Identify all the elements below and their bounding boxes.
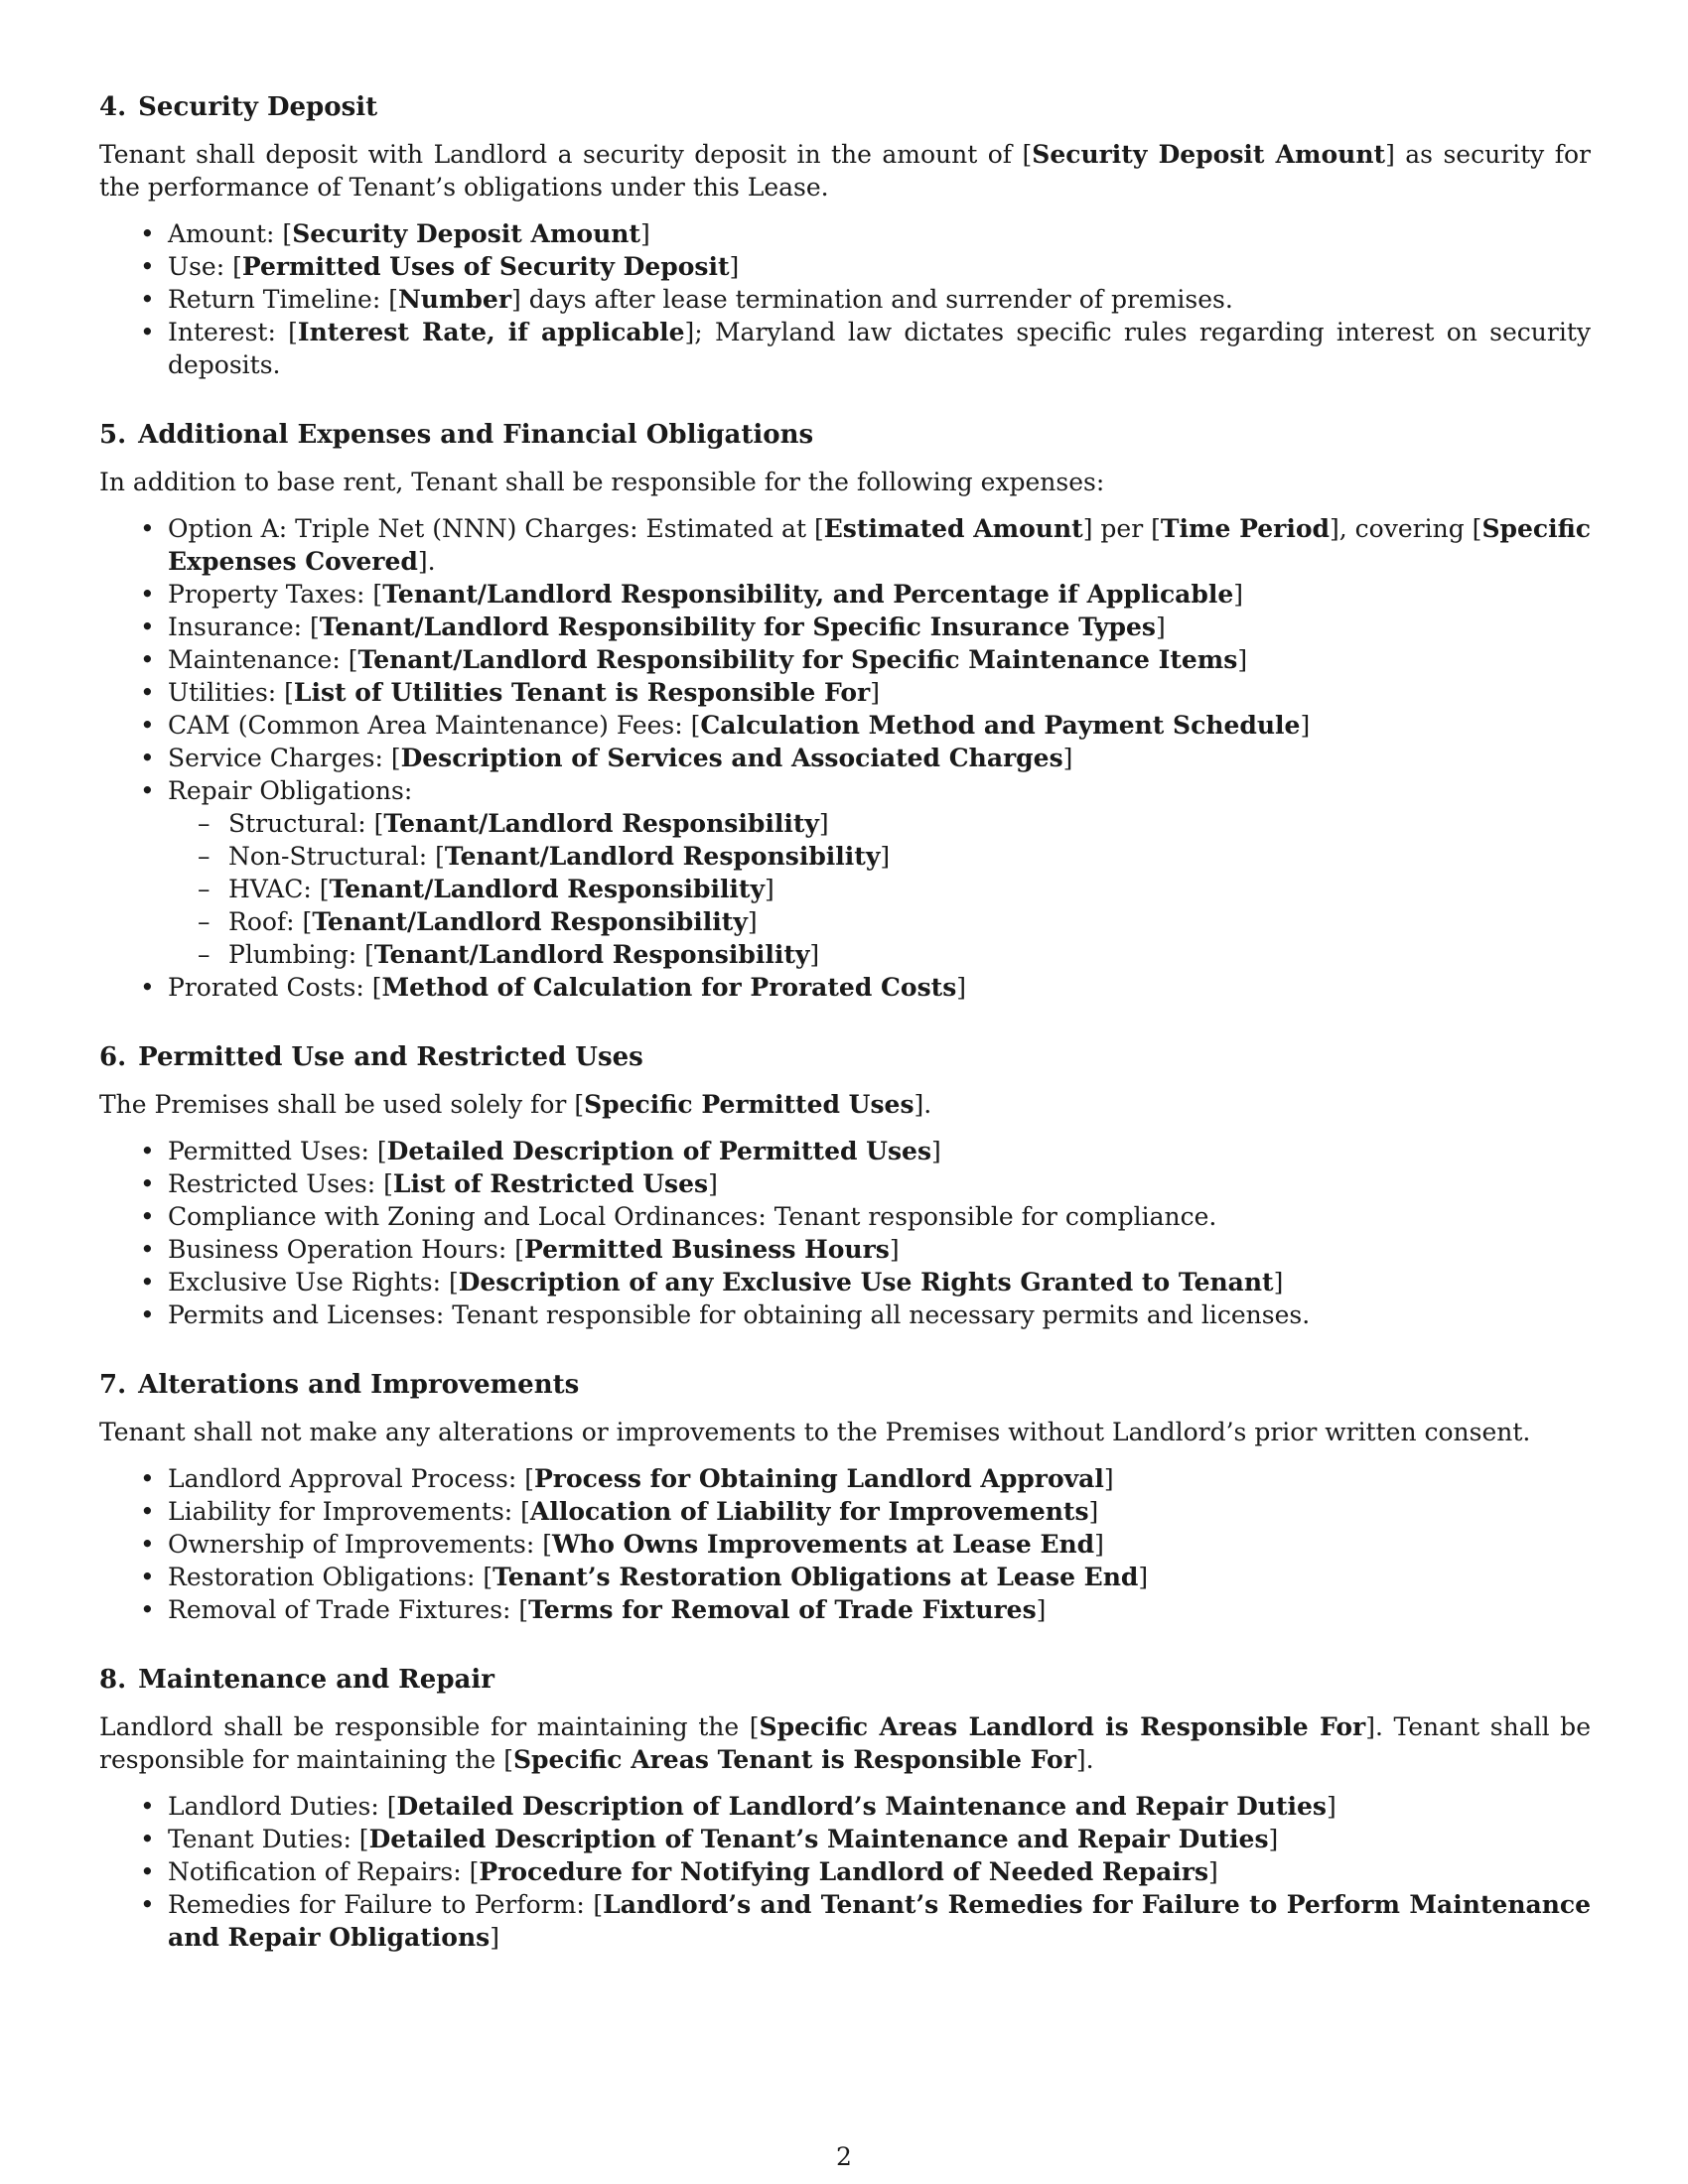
list-item [168, 1790, 1591, 1823]
section-number: 5. [99, 420, 127, 450]
placeholder-field: Description of any Exclusive Use Rights Granted to Tenant [458, 1268, 1274, 1297]
text-run: ] per [ [1082, 514, 1161, 543]
text-run: ]. [914, 1090, 932, 1119]
bullet-list [99, 217, 1591, 381]
bullet-list [99, 512, 1591, 1004]
text-run: Insurance: [ [168, 613, 320, 641]
placeholder-field: Detailed Description of Landlord’s Maintenance and Repair Duties [396, 1792, 1327, 1821]
text-run: HVAC: [ [228, 875, 330, 903]
placeholder-field: Terms for Removal of Trade Fixtures [528, 1595, 1037, 1624]
text-run: ] [1094, 1530, 1104, 1559]
list-item [168, 283, 1591, 316]
list-item [168, 1823, 1591, 1855]
text-run: Permits and Licenses: Tenant responsible for obtaining all necessary permits and licenses. [168, 1300, 1311, 1329]
placeholder-field: Tenant/Landlord Responsibility, and Percentage if Applicable [382, 580, 1234, 609]
text-run: ] [809, 940, 820, 969]
list-item [168, 1462, 1591, 1495]
section-heading [99, 419, 1591, 452]
placeholder-field: Process for Obtaining Landlord Approval [534, 1464, 1104, 1493]
section-number: 8. [99, 1665, 127, 1695]
page-number: 2 [836, 2142, 852, 2171]
text-run: Remedies for Failure to Perform: [ [168, 1890, 604, 1919]
list-item [168, 709, 1591, 742]
placeholder-field: List of Restricted Uses [392, 1169, 709, 1198]
placeholder-field: Security Deposit Amount [292, 219, 640, 248]
text-run: ] [490, 1923, 499, 1952]
text-run: Repair Obligations: [168, 776, 413, 805]
document-page [99, 91, 1591, 1991]
section-heading [99, 91, 1591, 124]
text-run: ]; Maryland law dictates specific rules regarding interest on security deposits. [168, 318, 1591, 379]
text-run: ] [639, 219, 650, 248]
bullet-list [99, 1462, 1591, 1626]
text-run: ] [1273, 1268, 1284, 1297]
text-run: ] [1088, 1497, 1099, 1526]
sub-list-item [228, 807, 1591, 840]
placeholder-field: Tenant’s Restoration Obligations at Lease End [492, 1563, 1139, 1591]
text-run: ] days after lease termination and surrender of premises. [511, 285, 1233, 314]
text-run: The Premises shall be used solely for [ [99, 1090, 585, 1119]
placeholder-field: Allocation of Liability for Improvements [529, 1497, 1089, 1526]
text-run: Landlord shall be responsible for maintaining the [ [99, 1712, 760, 1741]
text-run: Landlord Duties: [ [168, 1792, 397, 1821]
text-run: ]. [417, 547, 436, 576]
section-number: 7. [99, 1370, 127, 1400]
list-item [168, 774, 1591, 971]
text-run: ] [956, 973, 967, 1002]
section-intro [99, 1088, 1591, 1121]
text-run: Use: [ [168, 252, 242, 281]
placeholder-field: Tenant/Landlord Responsibility [312, 907, 748, 936]
text-run: Tenant shall deposit with Landlord a security deposit in the amount of [ [99, 140, 1033, 169]
text-run: ] [1326, 1792, 1336, 1821]
text-run: Plumbing: [ [228, 940, 374, 969]
text-run: ] [931, 1137, 941, 1165]
list-item [168, 1528, 1591, 1561]
placeholder-field: Specific Areas Tenant is Responsible For [512, 1745, 1076, 1774]
list-item [168, 1167, 1591, 1200]
text-run: ] [1208, 1857, 1218, 1886]
section-number: 4. [99, 92, 127, 122]
placeholder-field: Specific Expenses Covered [168, 514, 1591, 576]
list-item [168, 1233, 1591, 1266]
text-run: Interest: [ [168, 318, 298, 346]
list-item [168, 971, 1591, 1004]
text-run: ]. [1075, 1745, 1094, 1774]
list-item [168, 643, 1591, 676]
section-4 [99, 91, 1591, 381]
text-run: ] [1036, 1595, 1047, 1624]
text-run: ] [708, 1169, 718, 1198]
text-run: ] as security for the performance of Tenant’s obligations under this Lease. [99, 140, 1592, 202]
text-run: Amount: [ [168, 219, 293, 248]
placeholder-field: Method of Calculation for Prorated Costs [381, 973, 957, 1002]
section-heading [99, 1369, 1591, 1402]
list-item [168, 676, 1591, 709]
section-heading [99, 1664, 1591, 1697]
text-run: Property Taxes: [ [168, 580, 383, 609]
text-run: Tenant Duties: [ [168, 1825, 369, 1853]
text-run: ] [1268, 1825, 1279, 1853]
text-run: ] [1237, 645, 1248, 674]
placeholder-field: Tenant/Landlord Responsibility [373, 940, 810, 969]
placeholder-field: Permitted Uses of Security Deposit [241, 252, 730, 281]
placeholder-field: Security Deposit Amount [1032, 140, 1386, 169]
text-run: ]. Tenant shall be responsible for maintaining the [ [99, 1712, 1591, 1774]
list-item [168, 316, 1591, 381]
bullet-list [99, 1790, 1591, 1954]
text-run: ] [889, 1235, 900, 1264]
list-item [168, 1200, 1591, 1233]
text-run: Business Operation Hours: [ [168, 1235, 524, 1264]
text-run: ] [880, 842, 891, 871]
sub-list-item [228, 840, 1591, 873]
placeholder-field: List of Utilities Tenant is Responsible For [293, 678, 871, 707]
placeholder-field: Time Period [1160, 514, 1330, 543]
text-run: Liability for Improvements: [ [168, 1497, 530, 1526]
list-item [168, 1266, 1591, 1298]
section-number: 6. [99, 1042, 127, 1072]
sub-list-item [228, 938, 1591, 971]
list-item [168, 512, 1591, 578]
placeholder-field: Interest Rate, if applicable [297, 318, 685, 346]
list-item [168, 742, 1591, 774]
section-intro [99, 1416, 1591, 1448]
text-run: In addition to base rent, Tenant shall be responsible for the following expenses: [99, 468, 1105, 496]
list-item [168, 217, 1591, 250]
section-8 [99, 1664, 1591, 1954]
text-run: ] [729, 252, 740, 281]
placeholder-field: Tenant/Landlord Responsibility [329, 875, 766, 903]
text-run: Non-Structural: [ [228, 842, 445, 871]
text-run: Restricted Uses: [ [168, 1169, 393, 1198]
text-run: ] [1138, 1563, 1149, 1591]
section-7 [99, 1369, 1591, 1626]
list-item [168, 611, 1591, 643]
section-title: Maintenance and Repair [138, 1665, 494, 1695]
sub-list-item [228, 873, 1591, 905]
text-run: Tenant shall not make any alterations or improvements to the Premises without Landlord’s prior written consent. [99, 1418, 1531, 1446]
section-title: Alterations and Improvements [138, 1370, 580, 1400]
text-run: Return Timeline: [ [168, 285, 398, 314]
text-run: Permitted Uses: [ [168, 1137, 387, 1165]
text-run: ], covering [ [1329, 514, 1482, 543]
text-run: Restoration Obligations: [ [168, 1563, 493, 1591]
text-run: Utilities: [ [168, 678, 294, 707]
list-item [168, 1855, 1591, 1888]
section-intro [99, 1710, 1591, 1776]
section-intro [99, 138, 1591, 204]
text-run: CAM (Common Area Maintenance) Fees: [ [168, 711, 701, 740]
text-run: Removal of Trade Fixtures: [ [168, 1595, 529, 1624]
list-item [168, 1593, 1591, 1626]
text-run: ] [747, 907, 758, 936]
section-6 [99, 1041, 1591, 1331]
text-run: Maintenance: [ [168, 645, 358, 674]
list-item [168, 1888, 1591, 1954]
text-run: ] [1233, 580, 1244, 609]
sub-list [168, 807, 1591, 971]
section-title: Additional Expenses and Financial Obligations [138, 420, 814, 450]
list-item [168, 1298, 1591, 1331]
placeholder-field: Number [397, 285, 511, 314]
placeholder-field: Specific Areas Landlord is Responsible For [759, 1712, 1366, 1741]
section-title: Permitted Use and Restricted Uses [138, 1042, 643, 1072]
text-run: ] [870, 678, 880, 707]
text-run: Service Charges: [ [168, 744, 401, 772]
list-item [168, 250, 1591, 283]
section-title: Security Deposit [138, 92, 378, 122]
list-item [168, 1561, 1591, 1593]
text-run: Prorated Costs: [ [168, 973, 382, 1002]
placeholder-field: Detailed Description of Tenant’s Maintenance and Repair Duties [368, 1825, 1269, 1853]
placeholder-field: Tenant/Landlord Responsibility [383, 809, 819, 838]
text-run: ] [1062, 744, 1073, 772]
placeholder-field: Tenant/Landlord Responsibility [444, 842, 881, 871]
section-5 [99, 419, 1591, 1004]
text-run: Notification of Repairs: [ [168, 1857, 480, 1886]
list-item [168, 578, 1591, 611]
text-run: ] [1155, 613, 1166, 641]
placeholder-field: Estimated Amount [823, 514, 1083, 543]
sub-list-item [228, 905, 1591, 938]
section-intro [99, 466, 1591, 498]
text-run: ] [1103, 1464, 1114, 1493]
placeholder-field: Description of Services and Associated Charges [400, 744, 1063, 772]
placeholder-field: Landlord’s and Tenant’s Remedies for Failure to Perform Maintenance and Repair Obligations [168, 1890, 1592, 1952]
section-heading [99, 1041, 1591, 1074]
placeholder-field: Detailed Description of Permitted Uses [386, 1137, 932, 1165]
text-run: Option A: Triple Net (NNN) Charges: Estimated at [ [168, 514, 824, 543]
text-run: Compliance with Zoning and Local Ordinances: Tenant responsible for compliance. [168, 1202, 1217, 1231]
placeholder-field: Who Owns Improvements at Lease End [551, 1530, 1095, 1559]
placeholder-field: Specific Permitted Uses [584, 1090, 914, 1119]
list-item [168, 1135, 1591, 1167]
text-run: Roof: [ [228, 907, 313, 936]
placeholder-field: Tenant/Landlord Responsibility for Specific Maintenance Items [357, 645, 1238, 674]
text-run: ] [765, 875, 774, 903]
text-run: Landlord Approval Process: [ [168, 1464, 534, 1493]
placeholder-field: Procedure for Notifying Landlord of Needed Repairs [479, 1857, 1209, 1886]
placeholder-field: Calculation Method and Payment Schedule [700, 711, 1301, 740]
text-run: Ownership of Improvements: [ [168, 1530, 552, 1559]
placeholder-field: Tenant/Landlord Responsibility for Specific Insurance Types [319, 613, 1156, 641]
text-run: ] [818, 809, 829, 838]
list-item [168, 1495, 1591, 1528]
placeholder-field: Permitted Business Hours [523, 1235, 890, 1264]
text-run: Structural: [ [228, 809, 384, 838]
text-run: Exclusive Use Rights: [ [168, 1268, 459, 1297]
text-run: ] [1300, 711, 1311, 740]
bullet-list [99, 1135, 1591, 1331]
